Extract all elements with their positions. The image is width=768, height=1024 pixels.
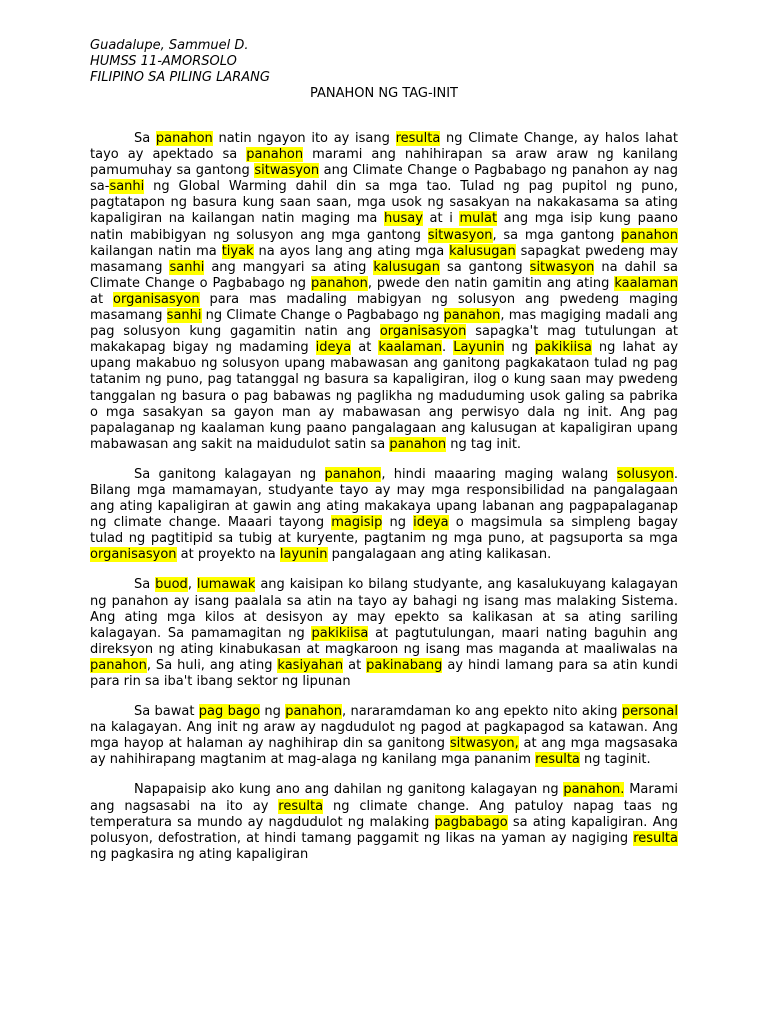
highlighted-word: kaalaman — [614, 275, 678, 291]
author-header — [90, 38, 270, 86]
highlighted-word: husay — [384, 211, 423, 227]
highlighted-word: panahon — [443, 308, 501, 324]
highlighted-word: pag bago — [198, 704, 261, 720]
highlighted-word: kasiyahan — [277, 657, 344, 673]
highlighted-word: panahon — [246, 147, 304, 163]
highlighted-word: sitwasyon — [254, 163, 320, 179]
highlighted-word: panahon — [324, 466, 382, 482]
highlighted-word: sitwasyon — [529, 259, 595, 275]
highlighted-word: panahon — [155, 131, 213, 146]
highlighted-word: sitwasyon, — [449, 736, 519, 752]
essay-body — [90, 131, 678, 877]
highlighted-word: kalusugan — [449, 243, 516, 259]
paragraph-5: Napapaisip ako kung ano ang dahilan ng ganitong kalagayan ng panahon. Marami ang nagsasabi na ito ay resulta ng climate change. Ang patuloy napag taas ng temperatura sa mundo ay nagdudulot ng malaking pagbabago sa ating kapaligiran. Ang polusyon, defostration, at hindi tamang paggamit ng likas na yaman ay nagiging resulta ng pagkasira ng ating kapaligiran — [90, 782, 678, 862]
highlighted-word: resulta — [535, 752, 580, 768]
highlighted-word: sanhi — [166, 308, 202, 324]
subject-name: FILIPINO SA PILING LARANG — [90, 70, 270, 85]
highlighted-word: resulta — [633, 830, 678, 846]
paragraph-4: Sa bawat pag bago ng panahon, nararamdaman ko ang epekto nito aking personal na kalagayan. Ang init ng araw ay nagdudulot ng pagod at pagkapagod sa katawan. Ang mga hayop at halaman ay naghihirap din sa ganitong sitwasyon, at ang mga magsasaka ay nahihirapang magtanim at mag-alaga ng kanilang mga pananim resulta ng taginit. — [90, 704, 678, 768]
highlighted-word: sitwasyon — [427, 227, 493, 243]
highlighted-word: panahon — [621, 227, 678, 243]
highlighted-word: panahon — [389, 436, 447, 452]
highlighted-word: buod — [155, 577, 188, 593]
highlighted-word: mulat — [459, 211, 498, 227]
highlighted-word: pagbabago — [434, 814, 508, 830]
paragraph-2: Sa ganitong kalagayan ng panahon, hindi maaaring maging walang solusyon. Bilang mga mamamayan, studyante tayo ay may mga responsibilidad na pangalagaan ang ating kapaligiran at gawin ang ating makakaya upang labanan ang pagpapalaganap ng climate change. Maaari tayong magisip ng ideya o magsimula sa simpleng bagay tulad ng pagtitipid sa tubig at kuryente, pagtanim ng mga puno, at pagsuporta sa mga organisasyon at proyekto na layunin pangalagaan ang ating kalikasan. — [90, 466, 679, 563]
highlighted-word: ideya — [315, 340, 352, 356]
highlighted-word: panahon — [285, 704, 343, 720]
highlighted-word: panahon — [90, 657, 147, 673]
highlighted-word: lumawak — [196, 577, 256, 593]
highlighted-word: magisip — [331, 515, 383, 531]
highlighted-word: personal — [621, 704, 678, 720]
highlighted-word: kaalaman — [378, 340, 443, 356]
highlighted-word: Layunin — [453, 340, 505, 356]
highlighted-word: resulta — [278, 798, 324, 814]
highlighted-word: ideya — [413, 515, 449, 531]
highlighted-word: solusyon — [616, 466, 674, 482]
page-title: PANAHON NG TAG-INIT — [309, 86, 458, 101]
paragraph-1: Sa panahon natin ngayon ito ay isang resulta ng Climate Change, ay halos lahat tayo ay apektado sa panahon marami ang nahihirapan sa araw araw ng kanilang pamumuhay sa gantong sitwasyon ang Climate Change o Pagbabago ng panahon ay nag sa-sanhi ng Global Warming dahil din sa mga tao. Tulad ng pag pupitol ng puno, pagtatapon ng basura kung saan saan, mga usok ng sasakyan na nakakasama sa ating kapaligiran na kailangan natin maging ma husay at i mulat ang mga isip kung paano natin mabibigyan ng solusyon ang mga gantong sitwasyon, sa mga gantong panahon kailangan natin ma tiyak na ayos lang ang ating mga kalusugan sapagkat pwedeng may masamang sanhi ang mangyari sa ating kalusugan sa gantong sitwasyon na dahil sa Climate Change o Pagbabago ng panahon, pwede den natin gamitin ang ating kaalaman at organisasyon para mas madaling mabigyan ng solusyon ang pwedeng maging masamang sanhi ng Climate Change o Pagbabago ng panahon, mas magiging madali ang pag solusyon kung gagamitin natin ang organisasyon sapagka't mag tutulungan at makakapag bigay ng madaming ideya at kaalaman. Layunin ng pakikiisa ng lahat ay upang makabuo ng solusyon upang mabawasan ang ganitong pagkakataon tulad ng pag tatanim ng puno, pag tatanggal ng basura sa kapaligiran, ilog o kung saan may pwedeng tanggalan ng basura o pag babawas ng paglikha ng maduduming usok galing sa pabrika o mga sasakyan sa gayon man ay mabawasan ang perwisyo dala ng init. Ang pag papalaganap ng kaalaman kung paano pangalagaan ang kalusugan at kapaligiran upang mabawasan ang sakit na maidudulot satin sa panahon ng tag init. — [90, 131, 679, 452]
highlighted-word: pakikiisa — [311, 625, 369, 641]
highlighted-word: kalusugan — [373, 259, 440, 275]
class-section: HUMSS 11-AMORSOLO — [90, 54, 237, 69]
highlighted-word: pakinabang — [366, 657, 443, 673]
highlighted-word: organisasyon — [90, 547, 177, 563]
highlighted-word: sanhi — [169, 259, 205, 275]
highlighted-word: resulta — [395, 131, 441, 146]
highlighted-word: organisasyon — [379, 324, 467, 340]
highlighted-word: tiyak — [221, 243, 254, 259]
highlighted-word: layunin — [279, 547, 328, 563]
highlighted-word: sanhi — [109, 179, 145, 195]
highlighted-word: panahon — [311, 275, 368, 291]
paragraph-3: Sa buod, lumawak ang kaisipan ko bilang studyante, ang kasalukuyang kalagayan ng panahon ay isang paalala sa atin na tayo ay bahagi ng isang mas malaking Sistema. Ang ating mga kilos at desisyon ay may epekto sa kalikasan at sa ating sariling kalagayan. Sa pamamagitan ng pakikiisa at pagtutulungan, maari nating baguhin ang direksyon ng ating kinabukasan at magkaroon ng isang mas maganda at maaliwalas na panahon, Sa huli, ang ating kasiyahan at pakinabang ay hindi lamang para sa atin kundi para rin sa iba't ibang sektor ng lipunan — [90, 577, 678, 689]
highlighted-word: organisasyon — [113, 291, 200, 307]
highlighted-word: panahon. — [563, 782, 625, 798]
author-name: Guadalupe, Sammuel D. — [90, 38, 249, 53]
highlighted-word: pakikiisa — [535, 340, 592, 356]
